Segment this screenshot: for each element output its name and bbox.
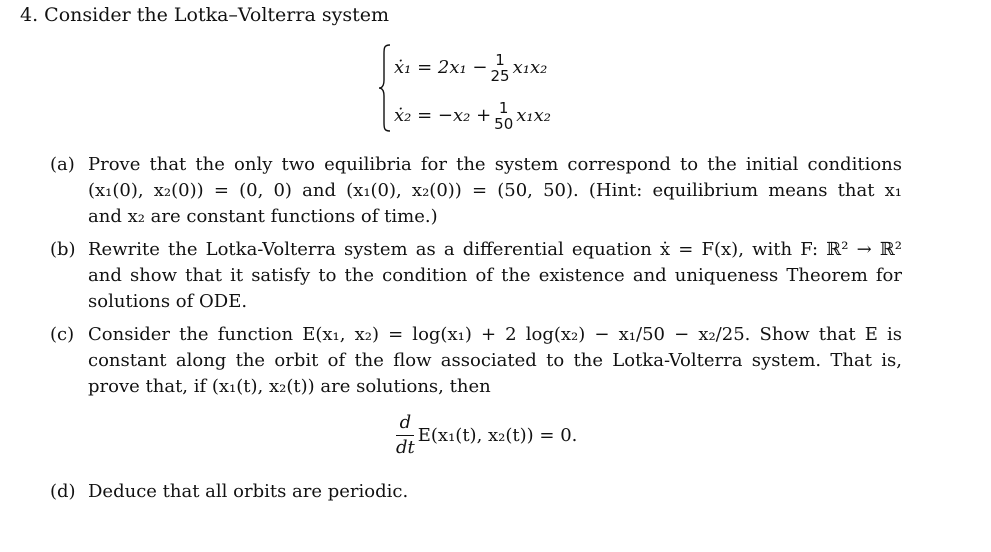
part-c-label: (c) bbox=[50, 324, 75, 345]
part-c-line-2: constant along the orbit of the flow associated to the Lotka-Volterra system. That is, bbox=[88, 350, 902, 371]
part-c-line-3: prove that, if (x₁(t), x₂(t)) are solutions, then bbox=[88, 376, 491, 397]
part-a-text bbox=[88, 152, 902, 230]
part-b-text bbox=[88, 237, 902, 315]
part-c-text bbox=[88, 322, 902, 400]
part-d-label: (d) bbox=[50, 481, 76, 502]
equation-2-lhs: ẋ₂ = −x₂ + bbox=[394, 105, 492, 126]
part-b-label: (b) bbox=[50, 239, 76, 260]
equation-1-fraction-denominator: 25 bbox=[490, 67, 510, 85]
equation-2-fraction-numerator: 1 bbox=[498, 99, 509, 117]
part-a-line-2: (x₁(0), x₂(0)) = (0, 0) and (x₁(0), x₂(0)) = (50, 50). (Hint: equilibrium means that x₁ bbox=[88, 180, 902, 201]
equation-1-fraction-numerator: 1 bbox=[495, 51, 505, 69]
part-a-label: (a) bbox=[50, 154, 75, 175]
derivative-equation bbox=[396, 412, 577, 459]
part-d-line-1: Deduce that all orbits are periodic. bbox=[88, 481, 409, 502]
part-b-line-1: Rewrite the Lotka-Volterra system as a differential equation ẋ = F(x), with F: ℝ² → ℝ² bbox=[88, 239, 902, 260]
equation-1-lhs: ẋ₁ = 2x₁ − bbox=[394, 57, 488, 78]
equation-2 bbox=[394, 100, 551, 132]
equation-2-rhs: x₁x₂ bbox=[516, 105, 551, 126]
part-d-text bbox=[88, 479, 902, 505]
equation-1-rhs: x₁x₂ bbox=[512, 57, 548, 78]
problem-heading: 4. Consider the Lotka–Volterra system bbox=[20, 4, 389, 26]
derivative-denominator: dt bbox=[396, 437, 415, 458]
derivative-expression: E(x₁(t), x₂(t)) = 0. bbox=[417, 424, 578, 446]
part-c-line-1: Consider the function E(x₁, x₂) = log(x₁) + 2 log(x₂) − x₁/50 − x₂/25. Show that E is bbox=[88, 324, 902, 345]
equation-1-fraction bbox=[490, 52, 511, 84]
part-a-line-1: Prove that the only two equilibria for the system correspond to the initial conditions bbox=[88, 154, 902, 175]
derivative-numerator: d bbox=[399, 412, 412, 433]
derivative-fraction-bar bbox=[396, 435, 414, 436]
lotka-volterra-system bbox=[372, 40, 592, 136]
equation-2-fraction-denominator: 50 bbox=[494, 115, 514, 133]
equation-1 bbox=[394, 52, 547, 84]
left-brace-icon bbox=[378, 44, 392, 132]
part-a-line-3: and x₂ are constant functions of time.) bbox=[88, 206, 438, 227]
derivative-operator bbox=[396, 412, 415, 459]
part-b-line-3: solutions of ODE. bbox=[88, 291, 248, 312]
equation-2-fraction bbox=[493, 100, 514, 132]
part-b-line-2: and show that it satisfy to the condition of the existence and uniqueness Theorem for bbox=[88, 265, 902, 286]
